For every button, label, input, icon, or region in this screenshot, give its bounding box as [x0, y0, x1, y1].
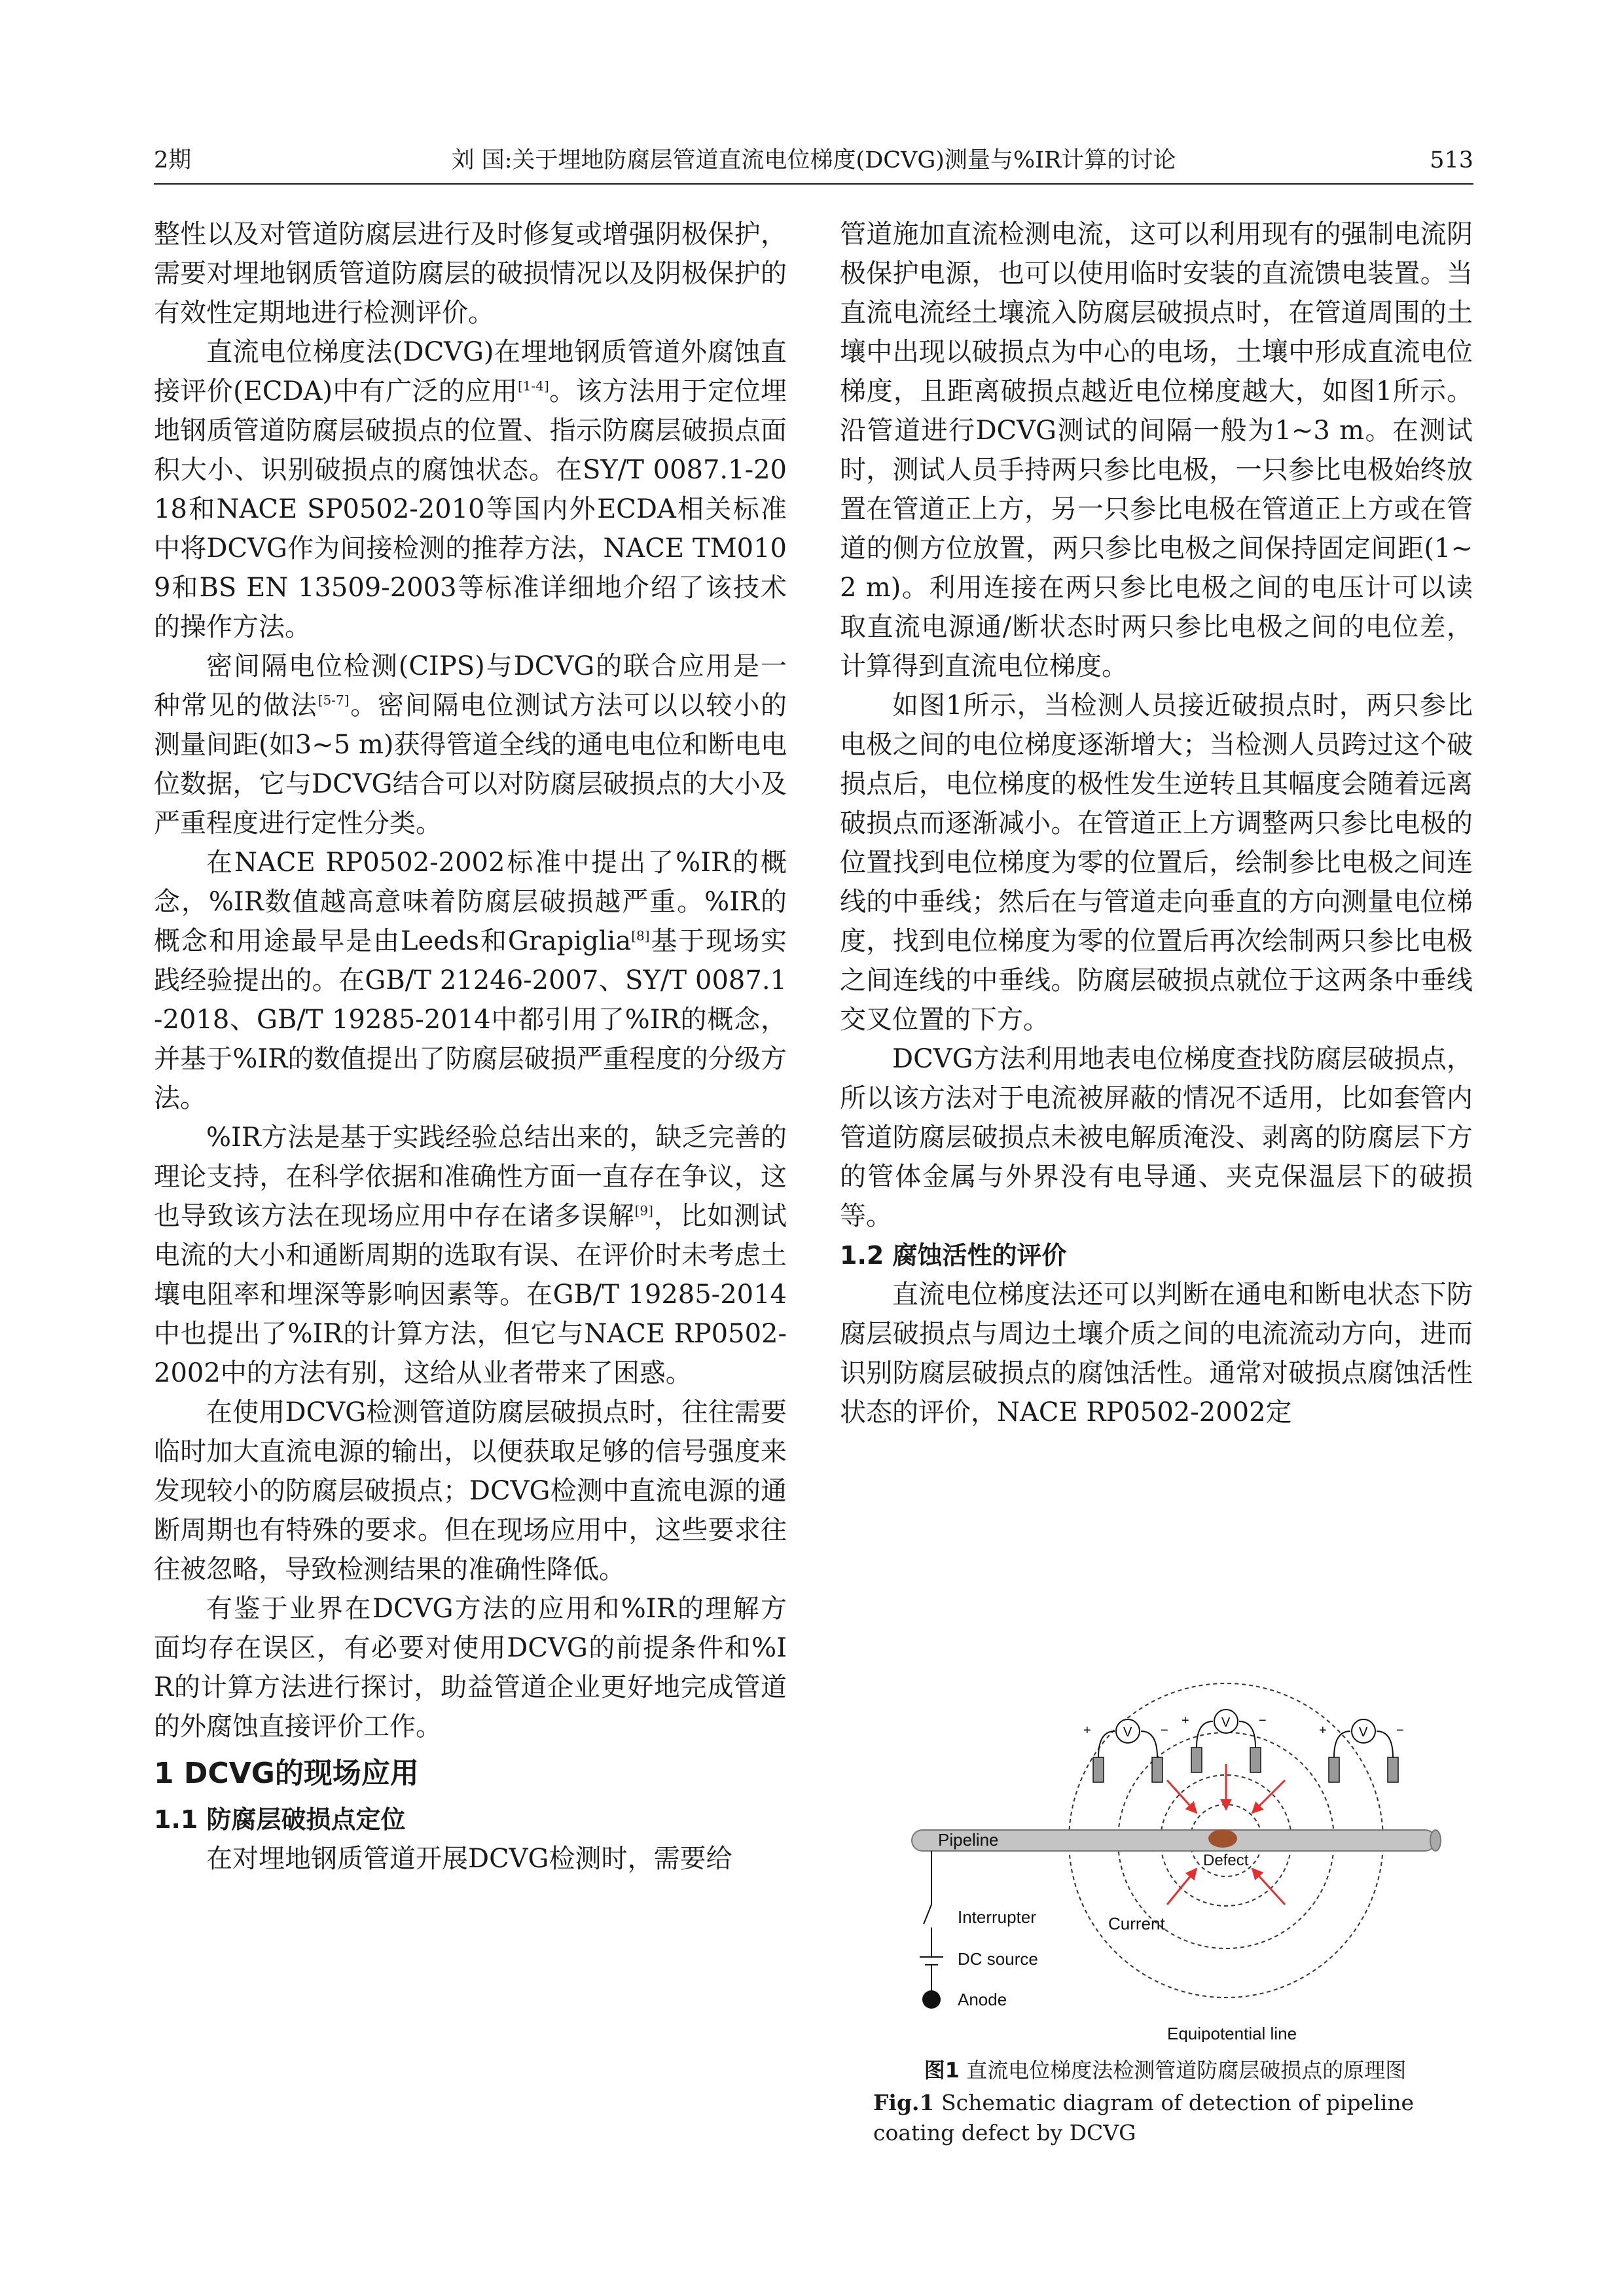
figure-caption	[871, 2055, 1460, 2148]
section-heading: 1 DCVG的现场应用	[154, 1757, 419, 1790]
reference-electrode	[1329, 1757, 1339, 1782]
citation: [9]	[634, 1202, 653, 1219]
equipotential-label: Equipotential line	[1167, 2024, 1297, 2042]
svg-text:+: +	[1083, 1723, 1091, 1738]
issue-number: 2期	[154, 147, 192, 173]
citation: [1-4]	[517, 378, 549, 394]
svg-text:V: V	[1221, 1715, 1231, 1730]
running-header	[154, 141, 1473, 180]
figure-dcvg-schematic	[840, 1649, 1473, 2042]
current-arrow	[1252, 1869, 1285, 1905]
reference-electrode	[1191, 1748, 1202, 1772]
svg-text:−: −	[1396, 1723, 1404, 1738]
paragraph: 管道施加直流检测电流，这可以利用现有的强制电流阴极保护电源，也可以使用临时安装的直流馈电装置。当直流电流经土壤流入防腐层破损点时，在管道周围的土壤中出现以破损点为中心的电场，土壤中形成直流电位梯度，且距离破损点越近电位梯度越大，如图1所示。沿管道进行DCVG测试的间隔一般为1~3 m。在测试时，测试人员手持两只参比电极，一只参比电极始终放置在管道正上方，另一只参比电极在管道正上方或在管道的侧方位放置，两只参比电极之间保持固定间距(1~2 m)。利用连接在两只参比电极之间的电压计可以读取直流电源通/断状态时两只参比电极之间的电位差，计算得到直流电位梯度。	[840, 219, 1473, 681]
voltmeter-set-center	[1182, 1710, 1267, 1772]
reference-electrode	[1152, 1757, 1163, 1782]
caption-chinese: 图1 直流电位梯度法检测管道防腐层破损点的原理图	[924, 2058, 1407, 2083]
paragraph: DCVG方法利用地表电位梯度查找防腐层破损点，所以该方法对于电流被屏蔽的情况不适用，比如套管内管道防腐层破损点未被电解质淹没、剥离的防腐层下方的管体金属与外界没有电导通、夹克保温层下的破损等。	[840, 1044, 1473, 1231]
svg-text:V: V	[1123, 1725, 1132, 1740]
defect-blob	[1208, 1829, 1237, 1848]
defect-label: Defect	[1203, 1852, 1249, 1869]
paragraph: 在对埋地钢质管道开展DCVG检测时，需要给	[206, 1844, 732, 1874]
reference-electrode	[1388, 1757, 1398, 1782]
paragraph: 直流电位梯度法(DCVG)在埋地钢质管道外腐蚀直接评价(ECDA)中有广泛的应用[1-4]。该方法用于定位埋地钢质管道防腐层破损点的位置、指示防腐层破损点面积大小、识别破损点的腐蚀状态。在SY/T 0087.1-2018和NACE SP0502-2010等国内外ECDA相关标准中将DCVG作为间接检测的推荐方法，NACE TM0109和BS EN 13509-2003等标准详细地介绍了该技术的操作方法。	[154, 337, 787, 642]
current-arrow	[1252, 1780, 1285, 1813]
svg-text:+: +	[1319, 1723, 1327, 1738]
paragraph: 有鉴于业界在DCVG方法的应用和%IR的理解方面均存在误区，有必要对使用DCVG的前提条件和%IR的计算方法进行探讨，助益管道企业更好地完成管道的外腐蚀直接评价工作。	[154, 1594, 787, 1742]
reference-electrode	[1093, 1757, 1104, 1782]
paragraph: %IR方法是基于实践经验总结出来的，缺乏完善的理论支持，在科学依据和准确性方面一直存在争议，这也导致该方法在现场应用中存在诸多误解[9]，比如测试电流的大小和通断周期的选取有误、在评价时未考虑土壤电阻率和埋深等影响因素等。在GB/T 19285-2014中也提出了%IR的计算方法，但它与NACE RP0502-2002中的方法有别，这给从业者带来了困惑。	[154, 1122, 787, 1388]
header-rule	[154, 183, 1473, 185]
subsection-heading: 1.1 防腐层破损点定位	[154, 1805, 406, 1834]
circuit	[920, 1851, 943, 1991]
paragraph: 整性以及对管道防腐层进行及时修复或增强阴极保护，需要对埋地钢质管道防腐层的破损情况以及阴极保护的有效性定期地进行检测评价。	[154, 219, 787, 328]
current-arrow	[1167, 1869, 1197, 1905]
svg-text:−: −	[1259, 1713, 1267, 1728]
voltmeter-set-left	[1083, 1719, 1168, 1782]
svg-text:+: +	[1182, 1713, 1189, 1728]
interrupter-label: Interrupter	[958, 1907, 1036, 1927]
citation: [8]	[631, 927, 650, 944]
current-arrow	[1167, 1780, 1197, 1813]
right-column	[840, 215, 1473, 1432]
voltmeter-set-right	[1319, 1719, 1404, 1782]
anode-label: Anode	[958, 1990, 1007, 2009]
svg-text:V: V	[1359, 1725, 1368, 1740]
citation: [5-7]	[317, 692, 350, 708]
pipeline-end	[1430, 1830, 1441, 1851]
running-title: 刘 国:关于埋地防腐层管道直流电位梯度(DCVG)测量与%IR计算的讨论	[451, 147, 1176, 173]
anode	[922, 1990, 941, 2009]
dc-source-label: DC source	[958, 1949, 1038, 1969]
subsection-heading: 1.2 腐蚀活性的评价	[840, 1241, 1067, 1270]
svg-text:−: −	[1161, 1723, 1168, 1738]
paragraph: 直流电位梯度法还可以判断在通电和断电状态下防腐层破损点与周边土壤介质之间的电流流动方向，进而识别防腐层破损点的腐蚀活性。通常对破损点腐蚀活性状态的评价，NACE RP0502-2002定	[840, 1280, 1473, 1427]
page-number: 513	[1430, 147, 1473, 173]
reference-electrode	[1250, 1748, 1261, 1772]
paragraph: 在NACE RP0502-2002标准中提出了%IR的概念，%IR数值越高意味着防腐层破损越严重。%IR的概念和用途最早是由Leeds和Grapiglia[8]基于现场实践经验提出的。在GB/T 21246-2007、SY/T 0087.1-2018、GB/T 19285-2014中都引用了%IR的概念，并基于%IR的数值提出了防腐层破损严重程度的分级方法。	[154, 848, 787, 1113]
current-label: Current	[1108, 1914, 1165, 1933]
pipeline-label: Pipeline	[938, 1830, 999, 1850]
caption-english: Fig.1 Schematic diagram of detection of pipeline coating defect by DCVG	[873, 2090, 1415, 2145]
paragraph: 密间隔电位检测(CIPS)与DCVG的联合应用是一种常见的做法[5-7]。密间隔电位测试方法可以以较小的测量间距(如3~5 m)获得管道全线的通电电位和断电电位数据，它与DCVG结合可以对防腐层破损点的大小及严重程度进行定性分类。	[154, 651, 787, 838]
paragraph: 如图1所示，当检测人员接近破损点时，两只参比电极之间的电位梯度逐渐增大；当检测人员跨过这个破损点后，电位梯度的极性发生逆转且其幅度会随着远离破损点而逐渐减小。在管道正上方调整两只参比电极的位置找到电位梯度为零的位置后，绘制参比电极之间连线的中垂线；然后在与管道走向垂直的方向测量电位梯度，找到电位梯度为零的位置后再次绘制两只参比电极之间连线的中垂线。防腐层破损点就位于这两条中垂线交叉位置的下方。	[840, 691, 1473, 1035]
paragraph: 在使用DCVG检测管道防腐层破损点时，往往需要临时加大直流电源的输出，以便获取足够的信号强度来发现较小的防腐层破损点；DCVG检测中直流电源的通断周期也有特殊的要求。但在现场应用中，这些要求往往被忽略，导致检测结果的准确性降低。	[154, 1397, 787, 1585]
left-column	[154, 215, 787, 1878]
schematic-diagram	[840, 1649, 1473, 2042]
